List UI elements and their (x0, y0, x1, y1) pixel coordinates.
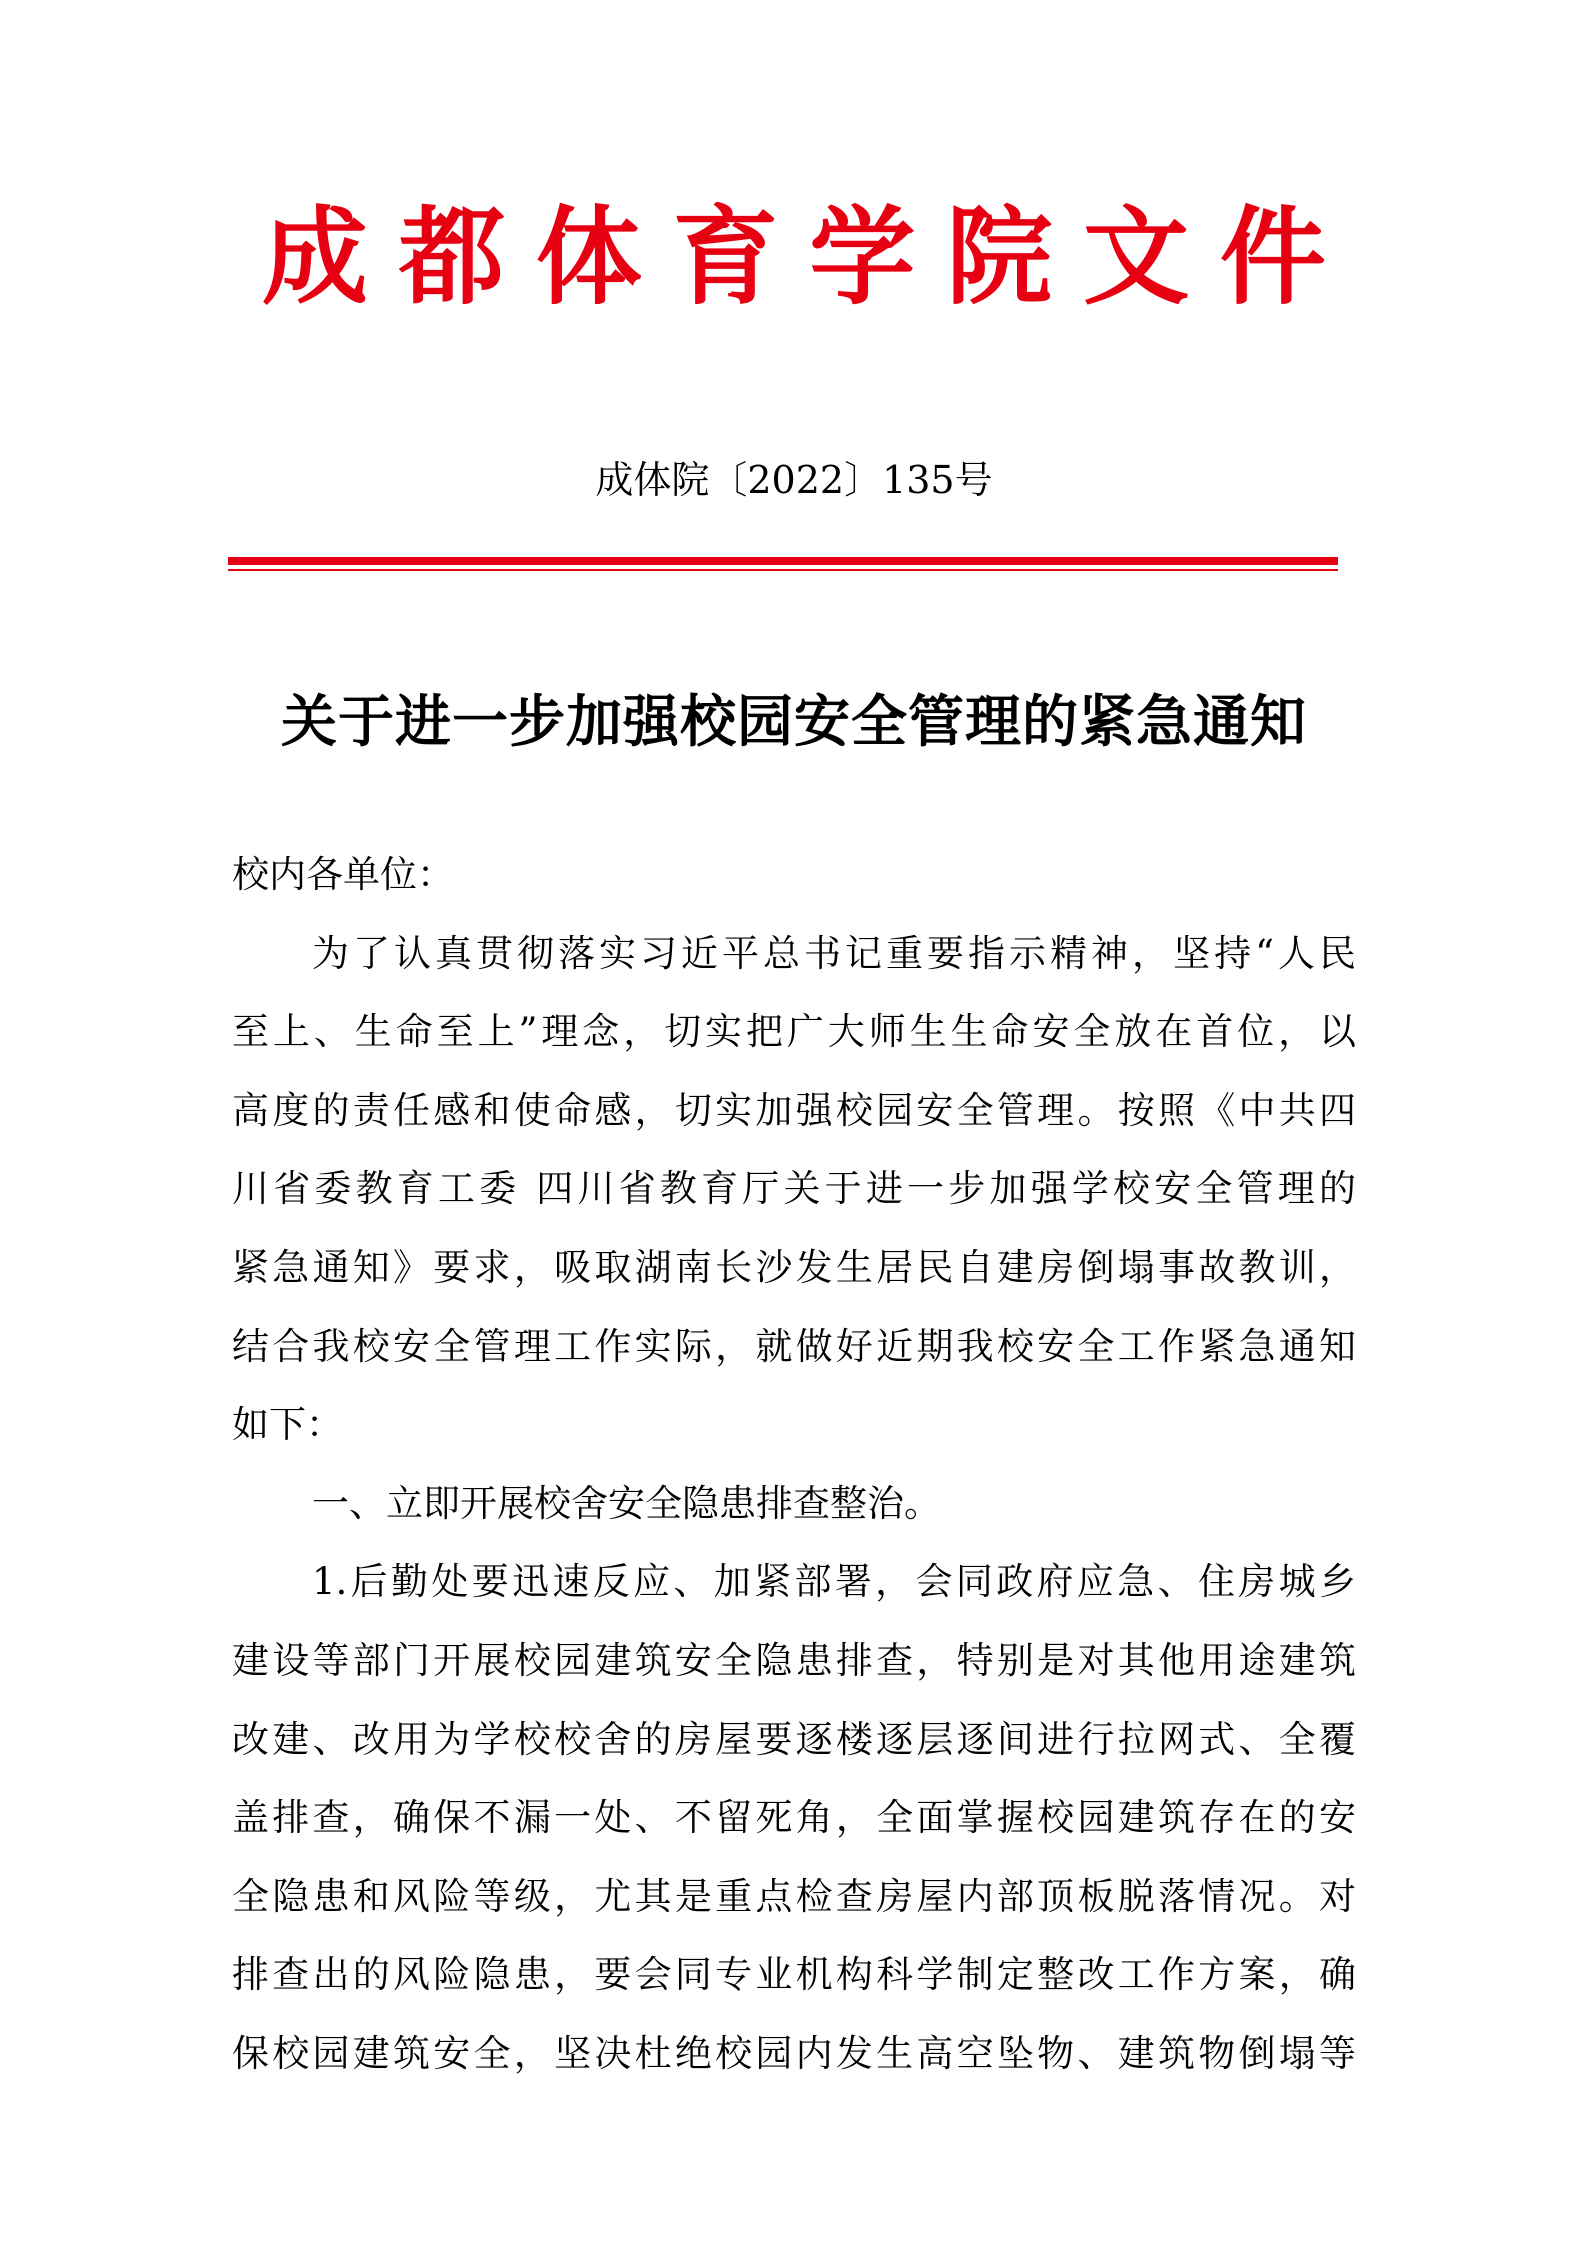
header-divider-thin (228, 569, 1338, 571)
org-document-title (262, 198, 1326, 318)
body-line: 排查出的风险隐患，要会同专业机构科学制定整改工作方案，确 (232, 1953, 1356, 1997)
org-title-char: 育 (672, 196, 779, 319)
body-line: 紧急通知》要求，吸取湖南长沙发生居民自建房倒塌事故教训， (232, 1245, 1356, 1289)
section-heading: 一、立即开展校舍安全隐患排查整治。 (312, 1481, 941, 1525)
org-title-char: 院 (946, 196, 1053, 319)
org-title-char: 学 (809, 196, 916, 319)
body-line: 川省委教育工委 四川省教育厅关于进一步加强学校安全管理的 (232, 1167, 1356, 1211)
body-line: 保校园建筑安全，坚决杜绝校园内发生高空坠物、建筑物倒塌等 (232, 2031, 1356, 2075)
document-number: 成体院〔2022〕135号 (595, 458, 993, 502)
org-title-char: 文 (1083, 196, 1190, 319)
org-title-char: 件 (1219, 196, 1326, 319)
body-line: 如下： (232, 1403, 343, 1447)
org-title-char: 体 (535, 196, 642, 319)
body-line: 全隐患和风险等级，尤其是重点检查房屋内部顶板脱落情况。对 (232, 1874, 1356, 1918)
org-title-char: 成 (262, 196, 368, 319)
notice-title: 关于进一步加强校园安全管理的紧急通知 (281, 690, 1307, 755)
body-line: 1.后勤处要迅速反应、加紧部署，会同政府应急、住房城乡 (312, 1560, 1356, 1604)
notice-body (232, 836, 1356, 2094)
body-line: 盖排查，确保不漏一处、不留死角，全面掌握校园建筑存在的安 (232, 1796, 1356, 1840)
body-line: 为了认真贯彻落实习近平总书记重要指示精神，坚持“人民 (312, 931, 1356, 975)
body-line: 建设等部门开展校园建筑安全隐患排查，特别是对其他用途建筑 (232, 1638, 1356, 1682)
org-title-char: 都 (398, 196, 505, 319)
header-divider-thick (228, 557, 1338, 565)
body-line: 改建、改用为学校校舍的房屋要逐楼逐层逐间进行拉网式、全覆 (232, 1717, 1356, 1761)
body-line: 高度的责任感和使命感，切实加强校园安全管理。按照《中共四 (232, 1088, 1356, 1132)
body-line: 至上、生命至上”理念，切实把广大师生生命安全放在首位，以 (232, 1010, 1356, 1054)
salutation-line: 校内各单位： (232, 853, 454, 896)
body-line: 结合我校安全管理工作实际，就做好近期我校安全工作紧急通知 (232, 1324, 1356, 1368)
